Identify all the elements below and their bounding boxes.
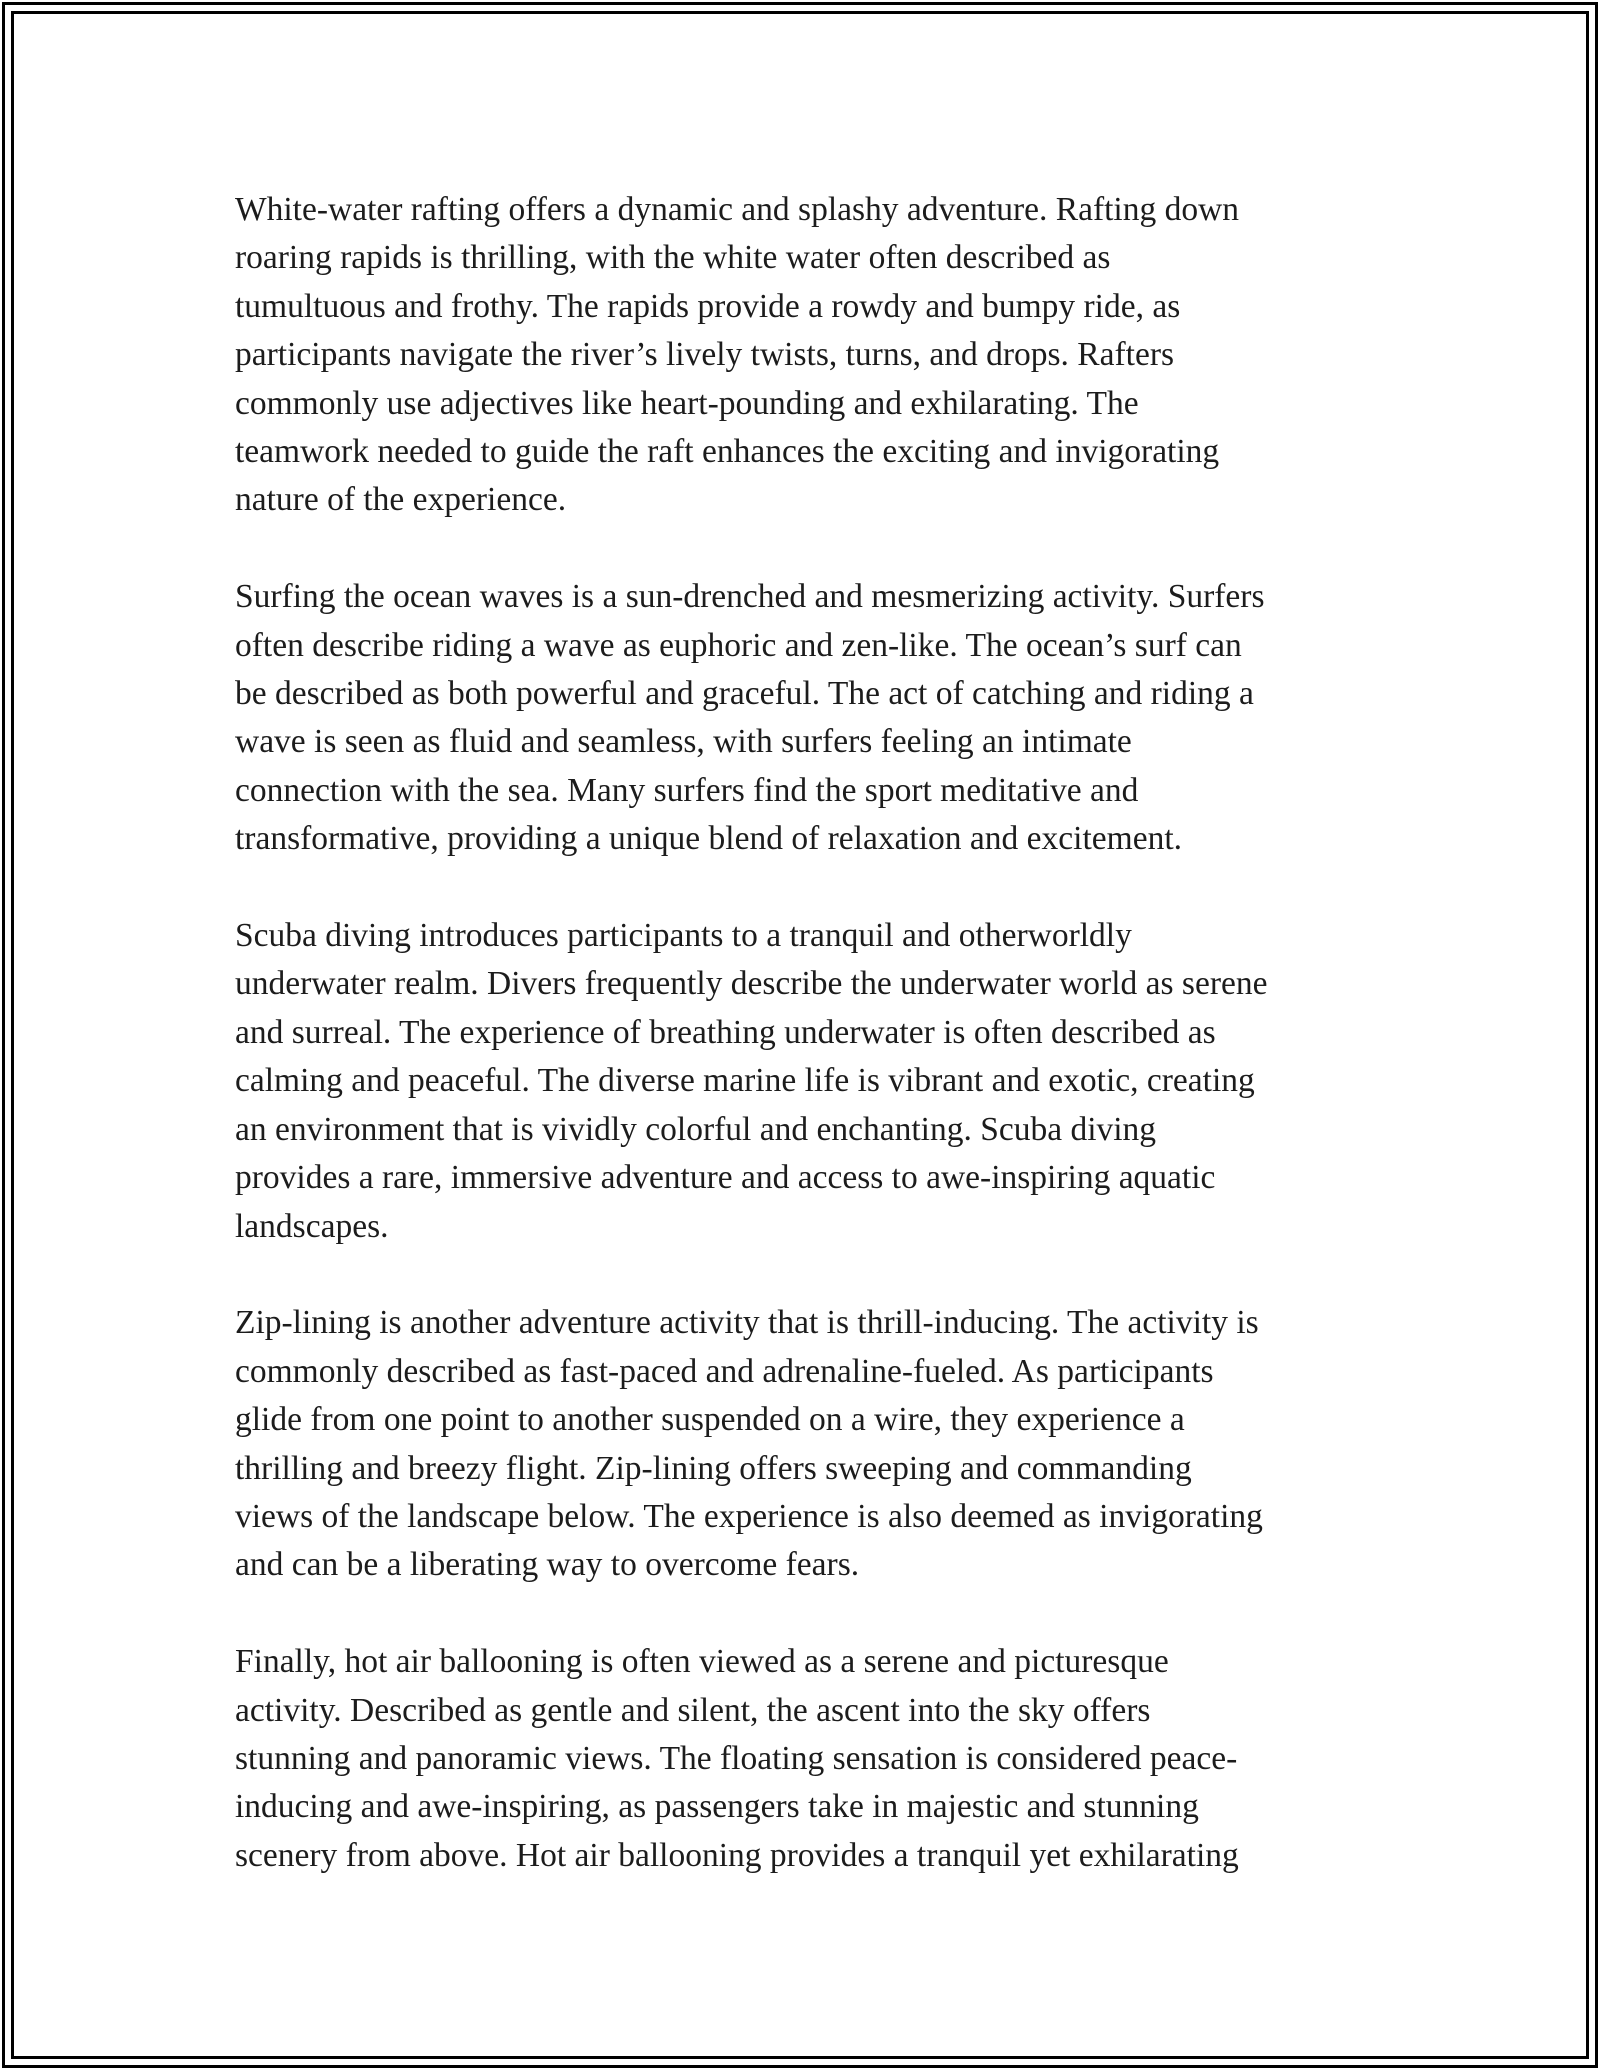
text-line: wave is seen as fluid and seamless, with surfers feeling an intimate (235, 723, 1132, 761)
text-line: activity. Described as gentle and silent, the ascent into the sky offers (235, 1691, 1151, 1729)
text-line: landscapes. (235, 1207, 389, 1245)
text-line: calming and peaceful. The diverse marine life is vibrant and exotic, creating (235, 1062, 1255, 1100)
text-line: scenery from above. Hot air ballooning provides a tranquil yet exhilarating (235, 1836, 1239, 1874)
paragraph (235, 186, 1385, 525)
text-line: nature of the experience. (235, 481, 567, 519)
text-line: views of the landscape below. The experience is also deemed as invigorating (235, 1497, 1263, 1535)
text-line: underwater realm. Divers frequently describe the underwater world as serene (235, 965, 1268, 1003)
text-line: commonly described as fast-paced and adrenaline-fueled. As participants (235, 1352, 1214, 1390)
text-line: and can be a liberating way to overcome fears. (235, 1546, 860, 1584)
text-line: Zip-lining is another adventure activity that is thrill-inducing. The activity is (235, 1304, 1259, 1342)
paragraph (235, 573, 1385, 863)
text-line: Finally, hot air ballooning is often viewed as a serene and picturesque (235, 1643, 1169, 1681)
text-line: be described as both powerful and graceful. The act of catching and riding a (235, 675, 1254, 713)
paragraph (235, 1638, 1385, 1880)
text-line: stunning and panoramic views. The floating sensation is considered peace- (235, 1739, 1238, 1777)
text-line: and surreal. The experience of breathing underwater is often described as (235, 1013, 1216, 1051)
paragraph (235, 912, 1385, 1251)
text-line: Scuba diving introduces participants to a tranquil and otherworldly (235, 917, 1132, 955)
text-line: teamwork needed to guide the raft enhances the exciting and invigorating (235, 433, 1220, 471)
text-line: participants navigate the river’s lively twists, turns, and drops. Rafters (235, 336, 1175, 374)
document-body (235, 186, 1385, 1929)
text-line: an environment that is vividly colorful and enchanting. Scuba diving (235, 1110, 1157, 1148)
text-line: Surfing the ocean waves is a sun-drenched and mesmerizing activity. Surfers (235, 578, 1265, 616)
text-line: connection with the sea. Many surfers find the sport meditative and (235, 771, 1139, 809)
text-line: tumultuous and frothy. The rapids provide a rowdy and bumpy ride, as (235, 287, 1181, 325)
text-line: provides a rare, immersive adventure and access to awe-inspiring aquatic (235, 1159, 1216, 1197)
text-line: White-water rafting offers a dynamic and splashy adventure. Rafting down (235, 191, 1240, 228)
text-line: inducing and awe-inspiring, as passengers take in majestic and stunning (235, 1788, 1199, 1826)
text-line: commonly use adjectives like heart-pounding and exhilarating. The (235, 384, 1139, 422)
text-line: transformative, providing a unique blend of relaxation and excitement. (235, 820, 1182, 858)
text-line: thrilling and breezy flight. Zip-lining offers sweeping and commanding (235, 1449, 1192, 1487)
text-line: roaring rapids is thrilling, with the white water often described as (235, 239, 1111, 277)
text-line: often describe riding a wave as euphoric and zen-like. The ocean’s surf can (235, 626, 1242, 664)
paragraph (235, 1299, 1385, 1589)
text-line: glide from one point to another suspended on a wire, they experience a (235, 1401, 1185, 1439)
